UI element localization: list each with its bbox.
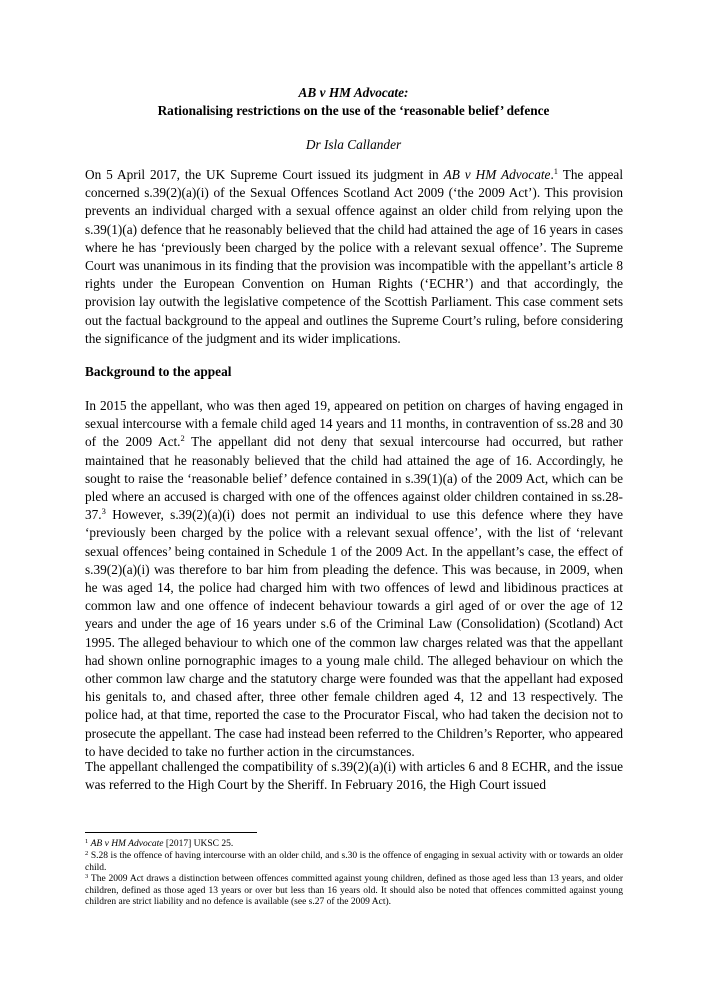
footnote-2-text: S.28 is the offence of having intercourse with an older child, and s.30 is the offence of engaging in sexual activity with or towards an older child. (85, 851, 623, 873)
footnote-1-case: AB v HM Advocate (90, 839, 164, 849)
footnote-1-text: [2017] UKSC 25. (163, 839, 234, 849)
background-text-c: However, s.39(2)(a)(i) does not permit an individual to use this defence where they have ‘previously been charged by the police with a relevant sexual offence’, with the list of ‘relevant sexual offences’ being contained in Schedule 1 of the 2009 Act. In the appellant’s case, the effect of s.39(2)(a)(i) was therefore to bar him from pleading the defence. This was because, in 2009, when he was aged 14, the police had charged him with two offences of lewd and libidinous practices at common law and one offence of indecent behaviour towards a girl aged of or over the age of 12 years and under the age of 16 years under s.6 of the Criminal Law (Consolidation) (Scotland) Act 1995. The alleged behaviour to which one of the common law charges related was that the appellant had shown online pornographic images to a young male child. The alleged behaviour on which the other common law charge and the statutory charge were founded was that the appellant had exposed his genitals to, and chased after, three other female children aged 4, 12 and 13 respectively. The police had, at that time, reported the case to the Procurator Fiscal, who had taken the decision not to prosecute the appellant. The case had instead been referred to the Children’s Reporter, who appeared to have decided to take no further action in the circumstances. (85, 507, 623, 759)
footnote-1-number: 1 (85, 838, 89, 845)
footnote-ref-2[interactable]: 2 (180, 433, 185, 444)
footnote-ref-1[interactable]: 1 (553, 166, 559, 176)
footnote-1 (85, 839, 623, 851)
challenge-paragraph: The appellant challenged the compatibility of s.39(2)(a)(i) with articles 6 and 8 ECHR, and the issue was referred to the High Court by the Sheriff. In February 2016, the High Court issued (85, 759, 623, 793)
intro-paragraph: On 5 April 2017, the UK Supreme Court issued its judgment in AB v HM Advocate.$^1$ The appeal concerned s.39(2)(a)(i) of the Sexual Offences Scotland Act 2009 (‘the 2009 Act’). This provision prevents an individual charged with a sexual offence against an older child from relying upon the s.39(1)(a) defence that he reasonably believed that the child had attained the age of 16 years in cases where he has ‘previously been charged by the police with a relevant sexual offence’. The Supreme Court was unanimous in its finding that the provision was incompatible with the appellant’s article 8 rights under the European Convention on Human Rights (‘ECHR’) and that accordingly, the provision lay outwith the legislative competence of the Scottish Parliament. This case comment sets out the factual background to the appeal and outlines the Supreme Court’s ruling, before considering the significance of the judgment and its wider implications. (85, 166, 624, 346)
background-text-a: In 2015 the appellant, who was then aged 19, appeared on petition on charges of having engaged in sexual intercourse with a female child aged 14 years and 11 months, in contravention of ss.28 and 30 of the 2009 Act. (85, 398, 623, 450)
intro-text-a: On 5 April 2017, the UK Supreme Court issued its judgment in (85, 167, 444, 182)
background-text-b: The appellant did not deny that sexual intercourse had occurred, but rather maintained that he reasonably believed that the child had attained the age of 16. Accordingly, he sought to raise the ‘reasonable belief’ defence contained in s.39(1)(a) of the 2009 Act, which can be pled where an accused is charged with one of the offences against older children contained in ss.28-37. (85, 434, 623, 523)
intro-text-b: The appeal concerned s.39(2)(a)(i) of the Sexual Offences Scotland Act 2009 (‘the 2009 Act’). This provision prevents an individual charged with a sexual offence against an older child from relying upon the s.39(1)(a) defence that he reasonably believed that the child had attained the age of 16 years in cases where he has ‘previously been charged by the police with a relevant sexual offence’. The Supreme Court was unanimous in its finding that the provision was incompatible with the appellant’s article 8 rights under the European Convention on Human Rights (‘ECHR’) and that accordingly, the provision lay outwith the legislative competence of the Scottish Parliament. This case comment sets out the factual background to the appeal and outlines the Supreme Court’s ruling, before considering the significance of the judgment and its wider implications. (85, 167, 624, 346)
title-case-name: AB v HM Advocate: (298, 85, 409, 100)
footnote-3-text: The 2009 Act draws a distinction between offences committed against young children, defined as those aged less than 13 years, and older children, defined as those aged 13 years or over but less than 16 years old. It should also be noted that offences committed against young children are strict liability and no defence is available (see s.27 of the 2009 Act). (85, 874, 623, 908)
footnote-3-number: 3 (85, 873, 89, 880)
footnote-separator (85, 832, 257, 833)
footnote-2-number: 2 (85, 850, 89, 857)
intro-case-name: AB v HM Advocate (443, 167, 551, 182)
section-heading-background: Background to the appeal (85, 364, 232, 379)
author-name: Dr Isla Callander (305, 137, 402, 152)
background-paragraph (85, 397, 623, 761)
footnote-2 (85, 851, 623, 874)
footnote-3 (85, 874, 623, 909)
footnote-ref-3[interactable]: 3 (101, 506, 106, 517)
title-subtitle: Rationalising restrictions on the use of the ‘reasonable belief’ defence (157, 103, 550, 118)
